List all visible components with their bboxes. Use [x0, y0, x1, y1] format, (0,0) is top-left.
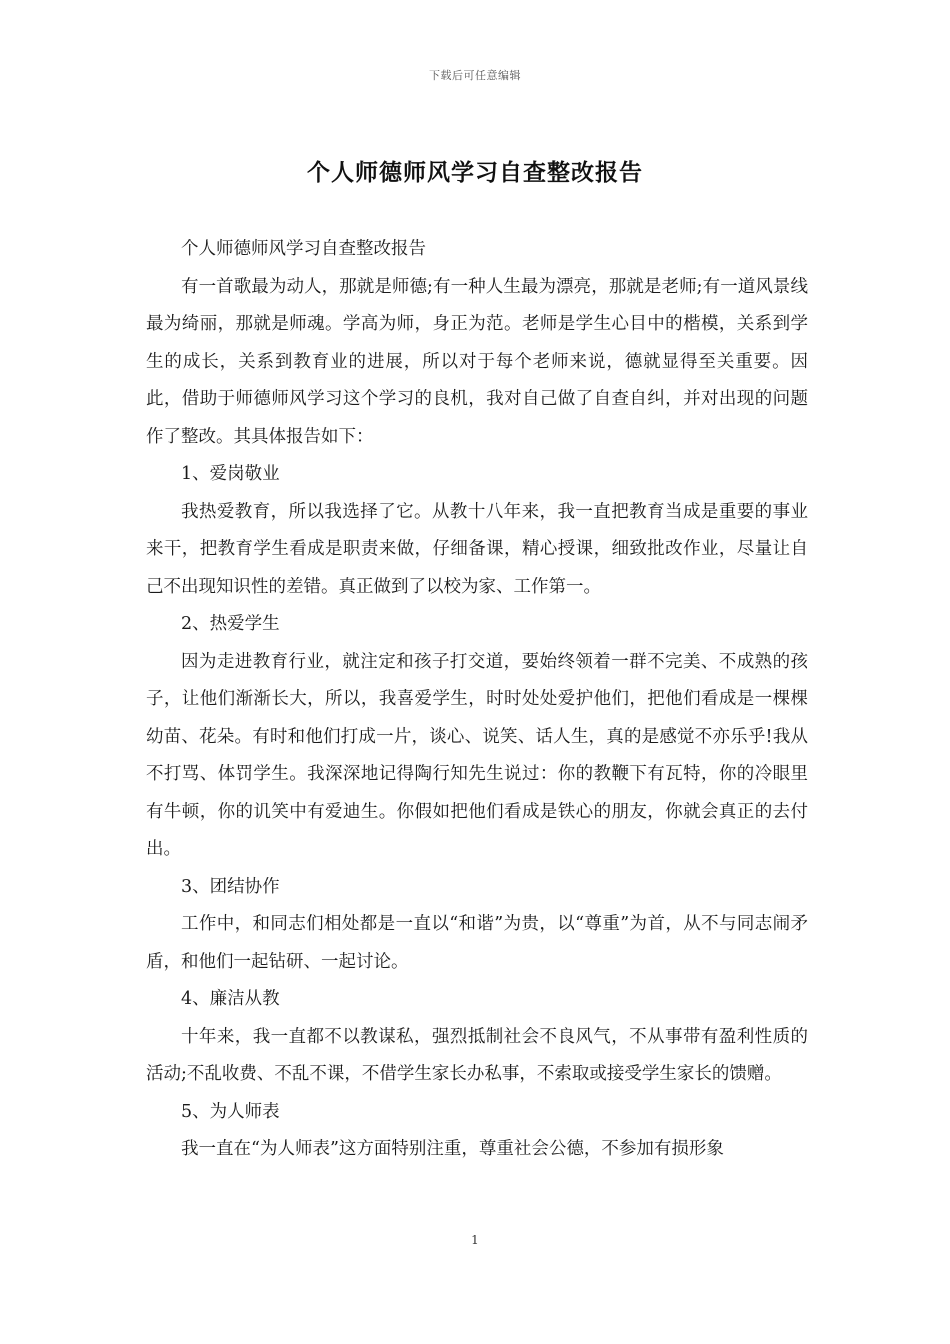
paragraph-intro: 有一首歌最为动人，那就是师德;有一种人生最为漂亮，那就是老师;有一道风景线最为绮丽，那就是师魂。学高为师，身正为范。老师是学生心目中的楷模，关系到学生的成长，关系到教育业的进展，所以对于每个老师来说，德就显得至关重要。因此，借助于师德师风学习这个学习的良机，我对自己做了自查自纠，并对出现的问题作了整改。其具体报告如下：: [146, 276, 808, 447]
header-note: 下载后可任意编辑: [429, 69, 521, 82]
section-heading-2: 2、热爱学生: [181, 614, 280, 634]
paragraph-subtitle: 个人师德师风学习自查整改报告: [181, 239, 426, 259]
paragraph-section-3: 工作中，和同志们相处都是一直以“和谐”为贵，以“尊重”为首，从不与同志闹矛盾，和他们一起钻研、一起讨论。: [146, 914, 808, 972]
section-heading-5: 5、为人师表: [181, 1101, 280, 1122]
page-number: 1: [471, 1233, 479, 1247]
section-heading-4: 4、廉洁从教: [181, 989, 280, 1009]
paragraph-section-1: 我热爱教育，所以我选择了它。从教十八年来，我一直把教育当成是重要的事业来干，把教育学生看成是职责来做，仔细备课，精心授课，细致批改作业，尽量让自己不出现知识性的差错。真正做到了以校为家、工作第一。: [146, 501, 808, 597]
paragraph-section-2: 因为走进教育行业，就注定和孩子打交道，要始终领着一群不完美、不成熟的孩子，让他们渐渐长大，所以，我喜爱学生，时时处处爱护他们，把他们看成是一棵棵幼苗、花朵。有时和他们打成一片，谈心、说笑、话人生，真的是感觉不亦乐乎!我从不打骂、体罚学生。我深深地记得陶行知先生说过：你的教鞭下有瓦特，你的冷眼里有牛顿，你的讥笑中有爱迪生。你假如把他们看成是铁心的朋友，你就会真正的去付出。: [146, 651, 808, 859]
section-heading-1: 1、爱岗敬业: [181, 464, 280, 484]
paragraph-section-5: 我一直在“为人师表”这方面特别注重，尊重社会公德，不参加有损形象: [181, 1139, 724, 1159]
section-heading-3: 3、团结协作: [181, 876, 280, 897]
paragraph-section-4: 十年来，我一直都不以教谋私，强烈抵制社会不良风气，不从事带有盈利性质的活动;不乱收费、不乱不课，不借学生家长办私事，不索取或接受学生家长的馈赠。: [146, 1026, 808, 1084]
document-body: [146, 231, 808, 1169]
document-title: 个人师德师风学习自查整改报告: [307, 159, 643, 186]
